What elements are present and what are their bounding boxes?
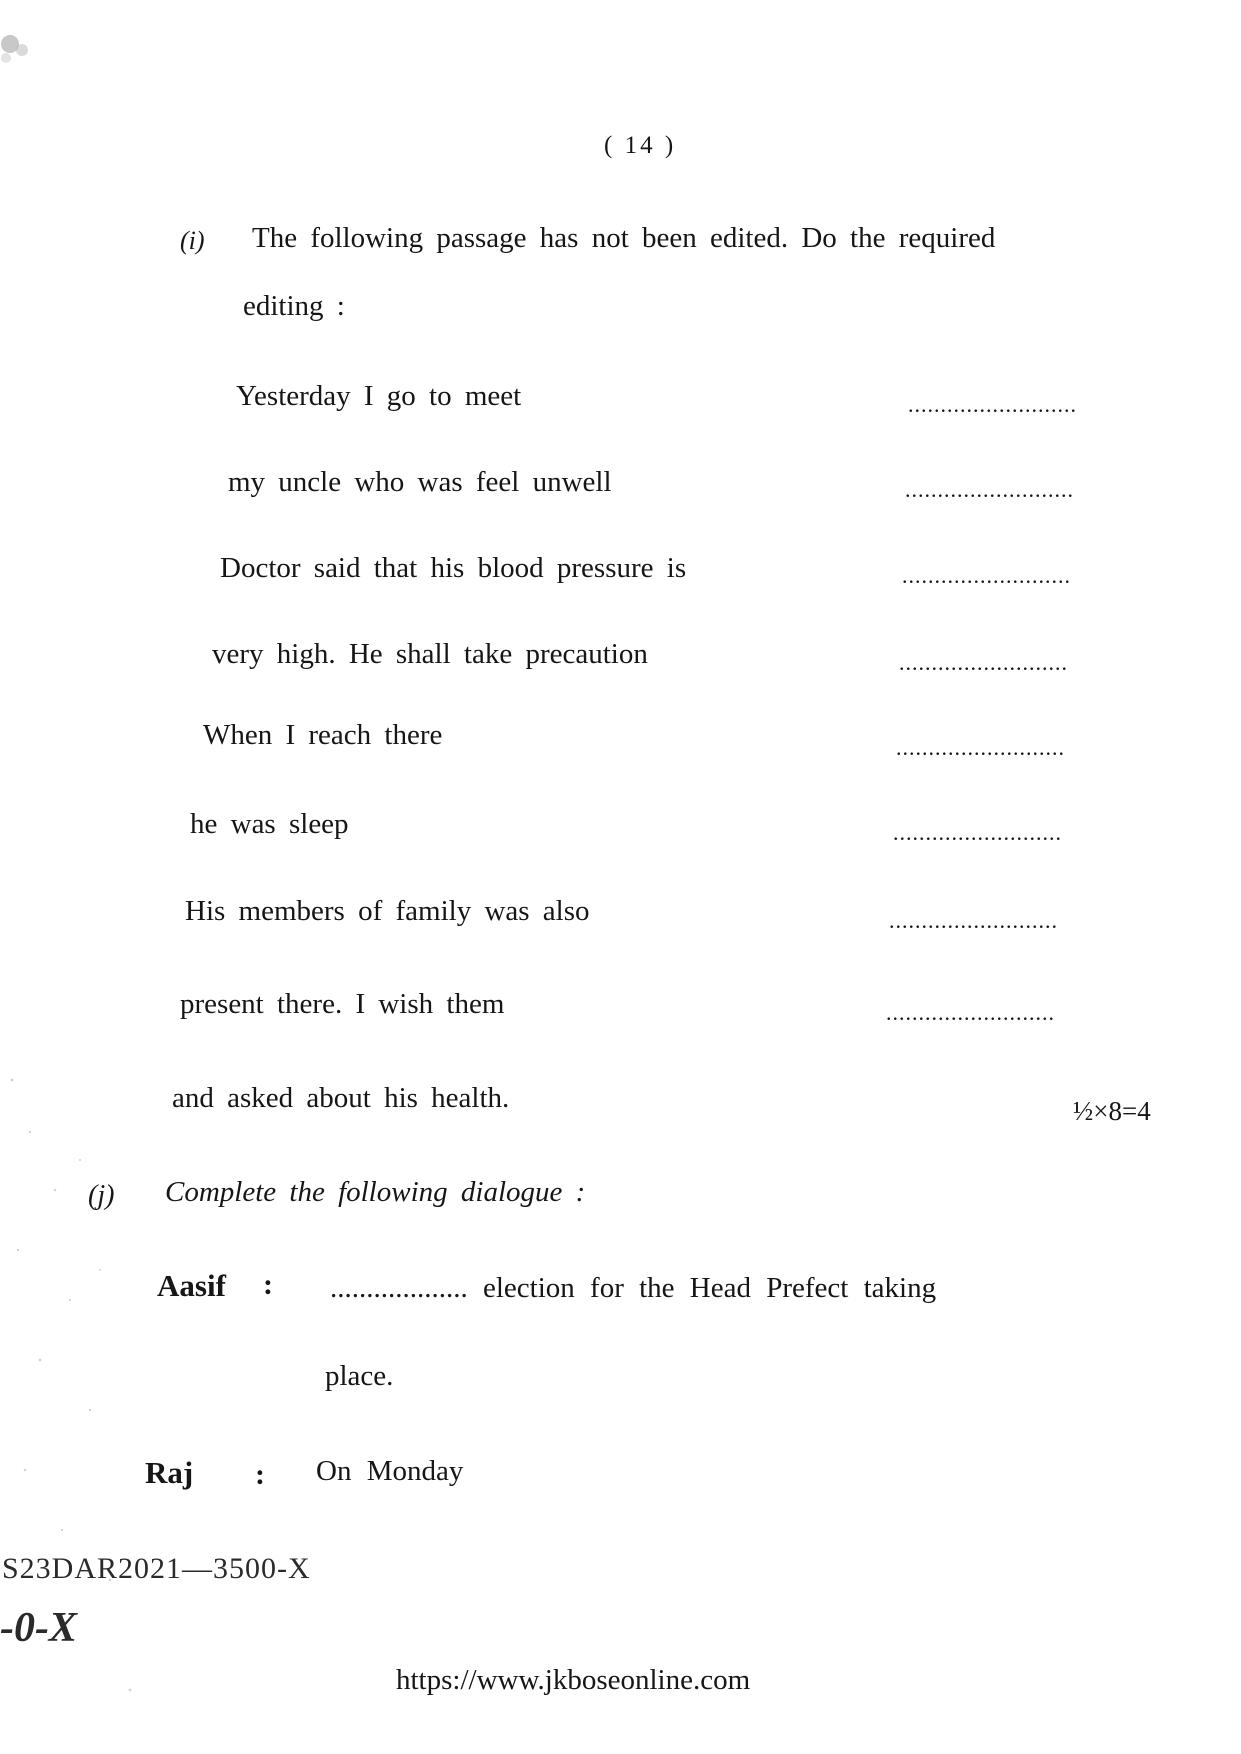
raj-dialogue-line1: On Monday <box>316 1455 464 1487</box>
scan-speckle-top <box>0 30 50 80</box>
question-j-label: (j) <box>88 1180 115 1211</box>
speaker-aasif: Aasif <box>157 1268 226 1303</box>
passage-line-6: he was sleep <box>190 808 349 840</box>
question-i-label: (i) <box>180 226 205 255</box>
passage-line-3: Doctor said that his blood pressure is <box>220 552 687 584</box>
speaker-raj: Raj <box>145 1455 194 1490</box>
speaker-raj-colon: : <box>255 1458 265 1491</box>
passage-line-4: very high. He shall take precaution <box>212 638 648 670</box>
question-j-instruction: Complete the following dialogue : <box>165 1176 586 1208</box>
set-code: -0-X <box>0 1605 77 1651</box>
answer-blank-5: .......................... <box>896 735 1065 760</box>
aasif-dialogue-line1: ................... election for the Head Prefect taking <box>330 1272 937 1304</box>
paper-code: S23DAR2021—3500-X <box>2 1552 311 1585</box>
passage-line-8: present there. I wish them <box>180 988 505 1020</box>
marks-allocation: ½×8=4 <box>1073 1096 1151 1126</box>
answer-blank-8: .......................... <box>886 1000 1055 1025</box>
passage-line-2: my uncle who was feel unwell <box>228 466 612 498</box>
passage-line-1: Yesterday I go to meet <box>236 380 522 412</box>
answer-blank-6: .......................... <box>893 820 1062 845</box>
source-url: https://www.jkboseonline.com <box>396 1664 751 1696</box>
question-i-instruction-line2: editing : <box>243 290 345 322</box>
passage-line-7: His members of family was also <box>185 895 590 927</box>
answer-blank-3: .......................... <box>902 563 1071 588</box>
passage-line-9: and asked about his health. <box>172 1082 510 1114</box>
page-number: ( 14 ) <box>604 132 677 159</box>
answer-blank-2: .......................... <box>905 477 1074 502</box>
answer-blank-7: .......................... <box>889 908 1058 933</box>
answer-blank-1: .......................... <box>908 392 1077 417</box>
answer-blank-4: .......................... <box>899 650 1068 675</box>
passage-line-5: When I reach there <box>203 719 443 751</box>
aasif-dialogue-line2: place. <box>325 1360 394 1392</box>
question-i-instruction-line1: The following passage has not been edited. Do the required <box>252 222 996 254</box>
speaker-aasif-colon: : <box>263 1268 273 1301</box>
